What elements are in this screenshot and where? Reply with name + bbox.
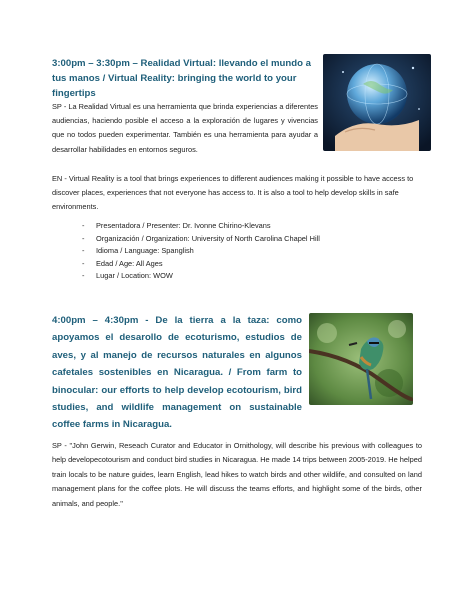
session1-english-description: EN - Virtual Reality is a tool that brings experiences to different audiences making it possible to have access to discover places, experiences that not everyone has access to. It is also a tool to help develop skills in safe environments. [52,174,414,212]
bullet-dash: - [82,271,85,281]
globe-in-hand-image [323,54,431,151]
detail-organization: - Organización / Organization: University of North Carolina Chapel Hill [82,233,320,246]
session1-details-list [82,220,320,283]
detail-language: - Idioma / Language: Spanglish [82,245,320,258]
detail-location: - Lugar / Location: WOW [82,270,320,283]
detail-presenter: - Presentadora / Presenter: Dr. Ivonne Chirino-Klevans [82,220,320,233]
session1-title: 3:00pm – 3:30pm – Realidad Virtual: llevando el mundo a tus manos / Virtual Reality: bringing the world to your fingertips [52,58,311,100]
bullet-dash: - [82,246,85,256]
session2-spanish-description: SP - "John Gerwin, Reseach Curator and Educator in Ornithology, will describe his previous with colleagues to help developecotourism and conduct bird studies in Nicaragua. He made 14 trips between 2005-2019. He helped train locals to be nature guides, learn English, lead hikes to watch birds and other wildlife, and consulted on land management plans for the coffee plots. He will discuss the teams efforts, and highlight some of the birds, other animals, and people." [52,441,422,508]
bullet-dash: - [82,221,85,230]
session1-spanish-description: SP - La Realidad Virtual es una herramienta que brinda experiencias a diferentes audiencias, haciendo posible el acceso a la exploración de lugares y vivencias que no todos pueden experimentar. También es una herramienta para ayudar a desarrollar habilidades en entornos seguros. [52,102,318,154]
bullet-dash: - [82,258,85,268]
session2-title: 4:00pm – 4:30pm - De la tierra a la taza: como apoyamos el desarollo de ecoturismo, estudios de aves, y al manejo de recursos naturales en algunos cafetales sostenibles en Nicaragua. / From farm to binocular: our efforts to help develop ecotourism, bird studies, and wildlife management on sustainable coffee farms in Nicaragua. [52,315,302,431]
bullet-dash: - [82,233,85,243]
motmot-bird-image [309,313,413,405]
detail-age: - Edad / Age: All Ages [82,258,320,271]
